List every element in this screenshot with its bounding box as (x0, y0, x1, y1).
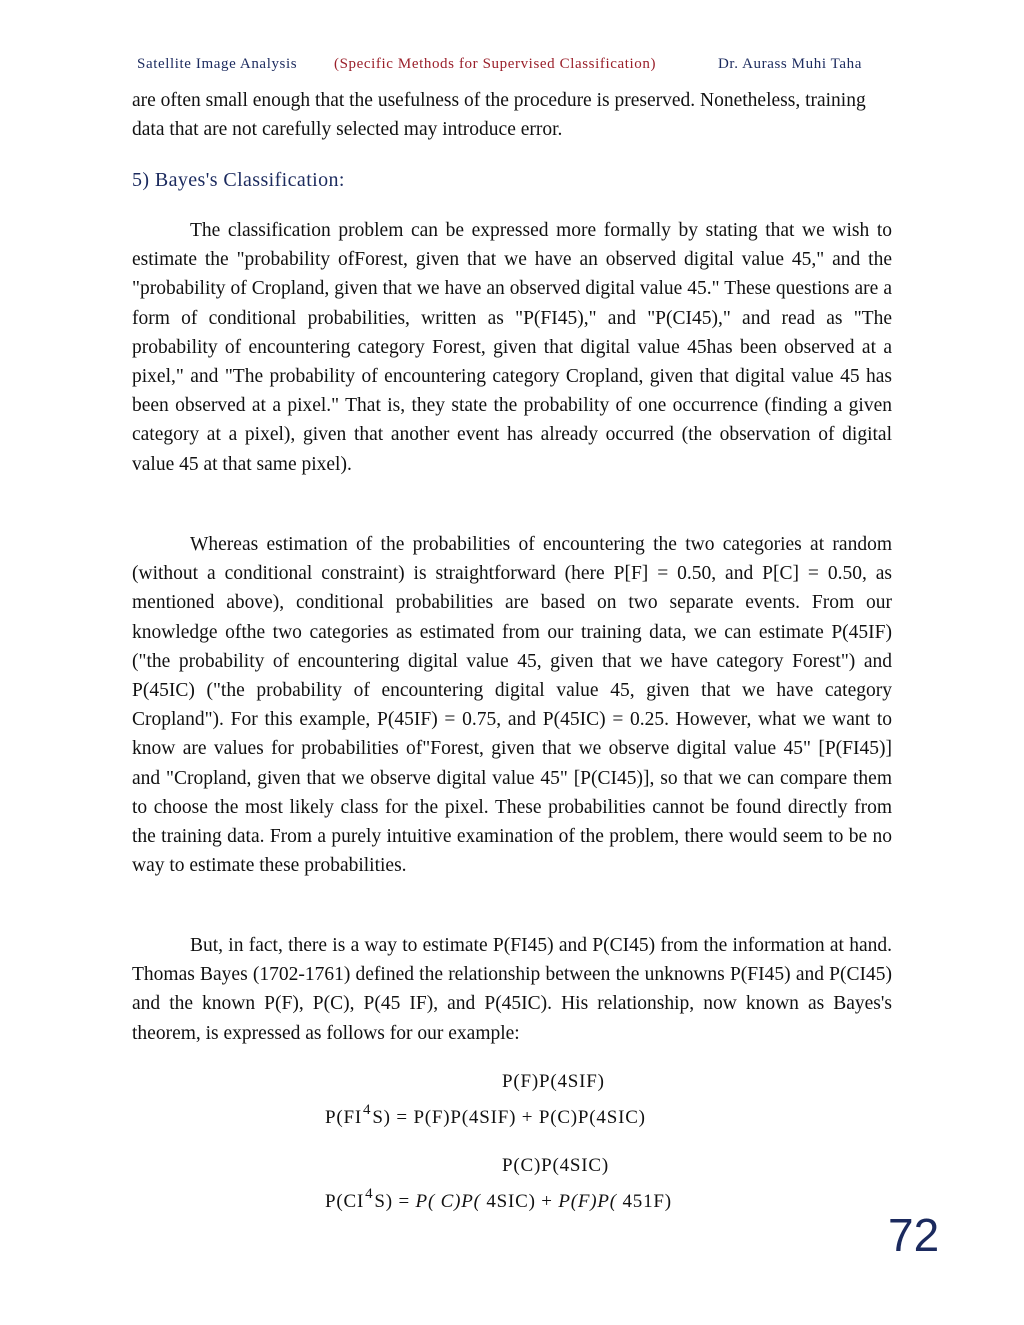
equation-1-numerator: P(F)P(4SIF) (502, 1071, 605, 1092)
intro-paragraph: are often small enough that the usefulness of the procedure is preserved. Nonetheless, training data that are not carefully selected may introduce error. (132, 90, 866, 141)
paragraph-conditional-probability (132, 216, 892, 479)
section-heading: 5) Bayes's Classification: (132, 169, 345, 191)
equation-1-lhs: $P(FI^4S)$ = (325, 1102, 408, 1128)
paragraph-text: The classification problem can be expressed more formally by stating that we wish to estimate the "probability ofForest, given that we have an observed digital value 45," and the "probability of Cropland, given that we have an observed digital value 45." These questions are a form of conditional probabilities, written as "P(FI45)," and "P(CI45)," and read as "The probability of encountering category Forest, given that digital value 45has been observed at a pixel," and "The probability of encountering category Cropland, given that digital value 45 has been observed at a pixel." That is, they state the probability of one occurrence (finding a given category at a pixel), given that another event has already occurred (the observation of digital value 45 at that same pixel). (132, 220, 892, 475)
paragraph-estimation (132, 530, 892, 880)
equation-2-lhs: $P(CI^4S)$ = (325, 1186, 410, 1212)
equation-1-denominator: P(F)P(4SIF) + P(C)P(4SIC) (413, 1107, 646, 1128)
equation-1 (325, 1102, 646, 1129)
equation-2 (325, 1186, 672, 1213)
header-book-title: Satellite Image Analysis (137, 56, 298, 72)
running-header (0, 56, 1024, 78)
equation-2-denominator: P( C)P( 4SIC) + P(F)P( 451F) (415, 1191, 672, 1212)
paragraph-text: Whereas estimation of the probabilities of encountering the two categories at random (without a conditional constraint) is straightforward (here P[F] = 0.50, and P[C] = 0.50, as mentioned above), conditional probabilities are based on two separate events. From our knowledge ofthe two categories as estimated from our training data, we can estimate P(45IF) ("the probability of encountering digital value 45, given that we have category Forest") and P(45IC) ("the probability of encountering digital value 45, given that we have category Cropland"). For this example, P(45IF) = 0.75, and P(45IC) = 0.25. However, what we want to know are values for probabilities of"Forest, given that we observe digital value 45" [P(FI45)] and "Cropland, given that we observe digital value 45" [P(CI45)], so that we can compare them to choose the most likely class for the pixel. These probabilities cannot be found directly from the training data. From a purely intuitive examination of the problem, there would seem to be no way to estimate these probabilities. (132, 534, 892, 877)
page-number: 72 (888, 1209, 940, 1261)
header-author: Dr. Aurass Muhi Taha (718, 56, 862, 72)
paragraph-bayes-theorem (132, 931, 892, 1048)
header-chapter-title: (Specific Methods for Supervised Classification) (334, 56, 657, 72)
equation-2-numerator: P(C)P(4SIC) (502, 1155, 609, 1176)
paragraph-text: But, in fact, there is a way to estimate P(FI45) and P(CI45) from the information at hand. Thomas Bayes (1702-1761) defined the relationship between the unknowns P(FI45) and P(CI45) and the known P(F), P(C), P(45 IF), and P(45IC). His relationship, now known as Bayes's theorem, is expressed as follows for our example: (132, 935, 892, 1044)
